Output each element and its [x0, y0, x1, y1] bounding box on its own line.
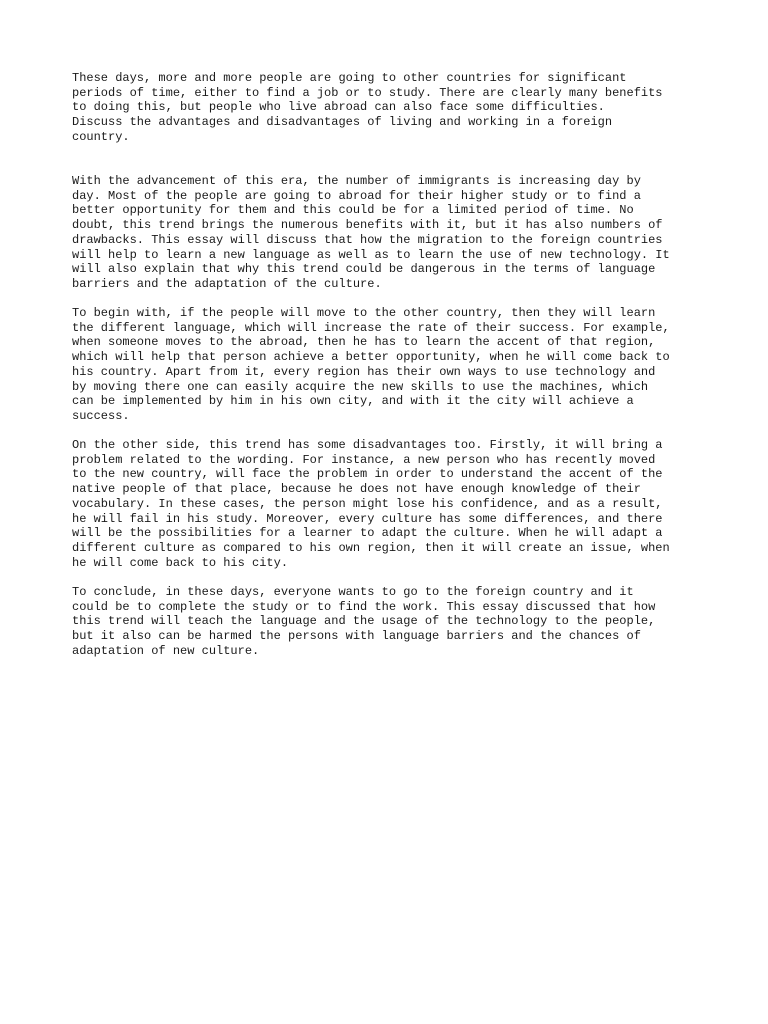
essay-paragraph-conclusion: To conclude, in these days, everyone wants to go to the foreign country and it could be to complete the study or to find the work. This essay discussed that how this trend will teach the language and the usage of the technology to the people, but it also can be harmed the persons with language barriers and the chances of adaptation of new culture.	[72, 585, 656, 658]
essay-paragraph-advantages: To begin with, if the people will move to the other country, then they will learn the different language, which will increase the rate of their success. For example, when someone moves to the abroad, then he has to learn the accent of that region, which will help that person achieve a better opportunity, when he will come back to his country. Apart from it, every region has their own ways to use technology and by moving there one can easily acquire the new skills to use the machines, which can be implemented by him in his own city, and with it the city will achieve a success.	[72, 306, 670, 423]
essay-paragraph-introduction: With the advancement of this era, the number of immigrants is increasing day by day. Most of the people are going to abroad for their higher study or to find a better opportunity for them and this could be for a limited period of time. No doubt, this trend brings the numerous benefits with it, but it has also numbers of drawbacks. This essay will discuss that how the migration to the foreign countries will help to learn a new language as well as to learn the use of new technology. It will also explain that why this trend could be dangerous in the terms of language barriers and the adaptation of the culture.	[72, 174, 670, 291]
essay-prompt: These days, more and more people are going to other countries for significant periods of time, either to find a job or to study. There are clearly many benefits to doing this, but people who live abroad can also face some difficulties. Discuss the advantages and disadvantages of living and working in a foreign country.	[72, 71, 663, 144]
essay-paragraph-disadvantages: On the other side, this trend has some disadvantages too. Firstly, it will bring a problem related to the wording. For instance, a new person who has recently moved to the new country, will face the problem in order to understand the accent of the native people of that place, because he does not have enough knowledge of their vocabulary. In these cases, the person might lose his confidence, and as a result, he will fail in his study. Moreover, every culture has some differences, and there will be the possibilities for a learner to adapt the culture. When he will adapt a different culture as compared to his own region, then it will create an issue, when he will come back to his city.	[72, 438, 670, 570]
